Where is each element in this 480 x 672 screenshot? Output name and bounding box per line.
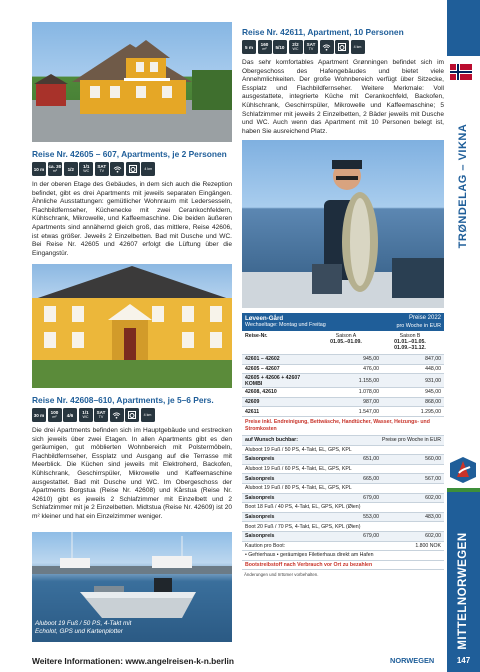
price-cell-b: 1.295,00 bbox=[420, 408, 441, 415]
heading-apartments-42605: Reise Nr. 42605 – 607, Apartments, je 2 Personen bbox=[32, 149, 227, 159]
washing-machine-icon bbox=[125, 408, 139, 422]
price-row bbox=[242, 398, 444, 408]
boat-price-cell-b: 602,00 bbox=[425, 494, 441, 501]
wifi-icon bbox=[320, 40, 334, 54]
boat-name: Boot 20 Fuß / 70 PS, 4-Takt, EL, GPS, KPL (Øien) bbox=[245, 523, 361, 530]
sat-tv-icon-value: SAT bbox=[306, 42, 316, 47]
boat-price-row bbox=[242, 474, 444, 484]
price-cell-a: 987,00 bbox=[363, 399, 379, 406]
rooms-beds-icon-value: 1/2 bbox=[67, 166, 74, 172]
rooms-beds-icon bbox=[64, 162, 78, 176]
shop-distance-icon bbox=[141, 408, 155, 422]
price-table-header bbox=[242, 313, 444, 331]
col-season-b-dates1: 01.01.–01.05. bbox=[394, 339, 426, 345]
footnote: Änderungen und Irrtümer vorbehalten. bbox=[244, 572, 319, 578]
boat-price-cell-a: 679,00 bbox=[363, 494, 379, 501]
description-42608: Die drei Apartments befinden sich im Hauptgebäude und erstrecken sich jeweils über zwei Etagen. In allen Apartments gibt es den geräumigen, gut möblierten Wohnbereich mit Polstermöbeln, Flachbildfernseher, Essplatz und Ausgang auf die Terrasse mit Meerblick. Die Küchen sind jeweils mit Elektroherd, Backofen, Kühlschrank, Geschirrspüler, Mikrowelle und Kaffeemaschine ausgestattet. Bad mit Dusche und WC. Im Obergeschoss der Apartments Borgstua (Reise Nr. 42608) und Kårstua (Reise Nr. 42610) gibt es jeweils 2 Schlafzimmer mit Einzelbett und 2 Schlafzimmer mit je 2 Einzelbetten. Midtstua (Reise Nr. 42609) ist 20 m² kleiner und hat ein Einzelzimmer weniger. bbox=[32, 427, 232, 520]
boat-price-row bbox=[242, 513, 444, 523]
shop-distance-icon-unit: 4 km bbox=[143, 412, 152, 417]
bath-wc-icon-value: 2/2 bbox=[292, 42, 299, 47]
distance-sea-icon-value: 10 m bbox=[33, 166, 45, 172]
area-icon bbox=[48, 408, 62, 422]
price-cell-b: 945,00 bbox=[425, 389, 441, 396]
boat-price-cell-b: 560,00 bbox=[425, 456, 441, 463]
boat-price-cell-b: 483,00 bbox=[425, 514, 441, 521]
area-icon-unit: m² bbox=[262, 47, 267, 51]
deposit-label: Kaution pro Boot: bbox=[245, 542, 286, 549]
sidebar-top-bar bbox=[447, 0, 480, 56]
price-table-subtitle: Wechseltage: Montag und Freitag bbox=[245, 322, 326, 328]
boat-price-cell-a: 665,00 bbox=[363, 475, 379, 482]
price-table bbox=[242, 313, 444, 577]
price-row bbox=[242, 365, 444, 375]
price-table-title: Løveen-Gård bbox=[245, 315, 284, 322]
heading-apartment-42611: Reise Nr. 42611, Apartment, 10 Personen bbox=[242, 27, 404, 37]
norway-flag-icon bbox=[449, 64, 473, 80]
price-row bbox=[242, 355, 444, 365]
rooms-beds-icon-value: 4/6 bbox=[66, 412, 74, 418]
wifi-icon bbox=[110, 162, 124, 176]
wifi-icon bbox=[110, 408, 124, 422]
distance-sea-icon bbox=[242, 40, 256, 54]
price-year: Preise 2022 bbox=[408, 315, 441, 321]
bath-wc-icon bbox=[79, 162, 93, 176]
footer-country: NORWEGEN bbox=[390, 656, 435, 665]
boat-price-cell-label: Saisonpreis bbox=[245, 456, 275, 463]
request-label: auf Wunsch buchbar: bbox=[245, 437, 298, 444]
col-season-a bbox=[313, 333, 379, 345]
sat-tv-icon-unit: TV bbox=[308, 47, 314, 51]
boat-price-row bbox=[242, 532, 444, 542]
amenity-icons-42611 bbox=[242, 40, 365, 54]
price-cell-nr: 42605 + 42606 + 42607 KOMBI bbox=[245, 374, 301, 387]
description-42605: In der oberen Etage des Gebäudes, in dem sich auch die Rezeption befindet, gibt es drei Apartments mit jeweils separaten Eingängen. Ähnliche Ausstattungen: gemütlicher Wohnraum mit Ledersesseln, Flachbildfernseher, Küchenecke mit zwei Cerankochfeldern, Kühlschrank, Mikrowelle, und Kaffeemaschine. Die beiden äußeren Apartments sind annähernd gleich groß, das mittlere, Reise 42606, ist etwas größer. Jeweils 2 Einzelbetten. Bad mit Dusche und WC. Bei Reise Nr. 42605 und 42607 erfolgt die Lüftung über die Eingangstür. bbox=[32, 181, 232, 257]
col-reise: Reise-Nr. bbox=[245, 333, 268, 339]
bath-wc-icon bbox=[289, 40, 303, 54]
area-icon bbox=[48, 162, 63, 176]
shop-distance-icon bbox=[351, 40, 365, 54]
sidebar-country-region: MITTELNORWEGEN bbox=[457, 532, 469, 650]
area-icon-unit: m² bbox=[52, 169, 57, 173]
price-unit: pro Woche in EUR bbox=[396, 323, 441, 329]
sat-tv-icon bbox=[94, 408, 108, 422]
washing-machine-icon bbox=[126, 162, 140, 176]
boat-price-cell-label: Saisonpreis bbox=[245, 494, 275, 501]
sat-tv-icon-unit: TV bbox=[98, 415, 104, 419]
boat-price-cell-b: 567,00 bbox=[425, 475, 441, 482]
price-cell-b: 448,00 bbox=[425, 365, 441, 372]
sat-tv-icon-unit: TV bbox=[99, 169, 105, 173]
price-cell-b: 868,00 bbox=[425, 399, 441, 406]
distance-sea-icon bbox=[32, 408, 46, 422]
bath-wc-icon-unit: WC bbox=[83, 169, 90, 173]
price-cell-nr: 42608, 42610 bbox=[245, 389, 277, 396]
deposit-value: 1.800 NOK bbox=[415, 542, 441, 549]
area-icon bbox=[258, 40, 272, 54]
sat-tv-icon bbox=[304, 40, 318, 54]
request-header bbox=[242, 436, 444, 446]
col-season-b bbox=[379, 333, 441, 351]
shop-distance-icon-unit: 4 km bbox=[144, 166, 153, 171]
price-cell-b: 847,00 bbox=[425, 356, 441, 363]
inclusive-note: Preise inkl. Endreinigung, Bettwäsche, Handtücher, Wasser, Heizungs- und Stromkosten bbox=[242, 417, 444, 436]
col-season-a-label: Saison A bbox=[335, 333, 357, 339]
distance-sea-icon-value: 30 m bbox=[33, 412, 45, 418]
boat-price-cell-a: 679,00 bbox=[363, 533, 379, 540]
rooms-beds-icon bbox=[63, 408, 77, 422]
distance-sea-icon bbox=[32, 162, 46, 176]
price-cell-a: 1.155,00 bbox=[358, 377, 379, 384]
deposit-row bbox=[242, 542, 444, 552]
area-icon-value: 100 bbox=[50, 410, 59, 415]
boat-name: Aluboot 19 Fuß / 50 PS, 4-Takt, EL, GPS, KPL bbox=[245, 446, 352, 453]
price-table-column-header bbox=[242, 331, 444, 355]
amenity-icons-42605 bbox=[32, 162, 155, 176]
boat-price-cell-label: Saisonpreis bbox=[245, 533, 275, 540]
photo-yellow-main-building bbox=[32, 264, 232, 388]
footer-more-info: Weitere Informationen: www.angelreisen-k-n.berlin bbox=[32, 656, 234, 666]
price-row bbox=[242, 374, 444, 388]
price-cell-a: 1.078,00 bbox=[358, 389, 379, 396]
amenity-icons-42608 bbox=[32, 408, 155, 422]
boat-name-row bbox=[242, 446, 444, 456]
boat-price-row bbox=[242, 455, 444, 465]
sidebar-accent-stripe bbox=[447, 488, 480, 492]
price-cell-nr: 42605 – 42607 bbox=[245, 365, 280, 372]
boat-name-row bbox=[242, 503, 444, 513]
price-cell-nr: 42611 bbox=[245, 408, 260, 415]
rooms-beds-icon bbox=[273, 40, 287, 54]
sat-tv-icon-value: SAT bbox=[96, 410, 106, 415]
area-icon-unit: m² bbox=[52, 415, 57, 419]
shop-distance-icon bbox=[141, 162, 155, 176]
rooms-beds-icon-value: 5/10 bbox=[275, 44, 285, 50]
bath-wc-icon-value: 1/1 bbox=[82, 410, 89, 415]
price-row bbox=[242, 407, 444, 417]
price-cell-nr: 42601 – 42602 bbox=[245, 356, 280, 363]
page-number: 147 bbox=[456, 655, 471, 665]
photo-yellow-house-harbor bbox=[32, 22, 232, 142]
price-row bbox=[242, 388, 444, 398]
request-price-unit: Preise pro Woche in EUR bbox=[381, 437, 441, 444]
shop-distance-icon-unit: 4 km bbox=[353, 44, 362, 49]
boat-name-row bbox=[242, 522, 444, 532]
sat-tv-icon-value: SAT bbox=[97, 164, 107, 169]
fuel-note-row bbox=[242, 561, 444, 571]
sat-tv-icon bbox=[95, 162, 109, 176]
boat-name-row bbox=[242, 465, 444, 475]
bath-wc-icon-value: 1/1 bbox=[83, 164, 90, 169]
col-season-b-dates2: 01.09.–31.12. bbox=[394, 345, 426, 351]
washing-machine-icon bbox=[335, 40, 349, 54]
boat-price-cell-b: 602,00 bbox=[425, 533, 441, 540]
area-icon-value: ca. 30 bbox=[48, 164, 62, 169]
area-icon-value: 160 bbox=[260, 42, 269, 47]
distance-sea-icon-value: 5 m bbox=[245, 44, 253, 50]
freezer-note: • Gefrierhaus • geräumiges Filetierhaus direkt am Hafen bbox=[245, 552, 374, 559]
boat-name: Aluboot 19 Fuß / 80 PS, 4-Takt, EL, GPS, KPL bbox=[245, 485, 352, 492]
bath-wc-icon-unit: WC bbox=[292, 47, 299, 51]
sidebar-region-label: TRØNDELAG – VIKNA bbox=[457, 123, 469, 249]
boat-price-cell-label: Saisonpreis bbox=[245, 475, 275, 482]
col-season-a-dates: 01.05.–01.09. bbox=[330, 339, 362, 345]
boat-price-cell-label: Saisonpreis bbox=[245, 514, 275, 521]
boat-name: Boot 18 Fuß / 40 PS, 4-Takt, EL, GPS, KPL (Øien) bbox=[245, 504, 361, 511]
price-cell-b: 931,00 bbox=[425, 377, 441, 384]
price-cell-a: 945,00 bbox=[363, 356, 379, 363]
boat-price-cell-a: 553,00 bbox=[363, 514, 379, 521]
photo-angler-with-cod bbox=[242, 140, 444, 308]
price-cell-a: 1.547,00 bbox=[358, 408, 379, 415]
freezer-note-row bbox=[242, 551, 444, 561]
fuel-note: Bootstreibstoff nach Verbrauch vor Ort zu bezahlen bbox=[245, 561, 373, 568]
boat-name: Aluboot 19 Fuß / 60 PS, 4-Takt, EL, GPS, KPL bbox=[245, 466, 352, 473]
description-42611: Das sehr komfortables Apartment Grønningen befindet sich im Obergeschoss des Hafengebäudes und bietet viele Annehmlichkeiten. Der große Wohnbereich verfügt über Sitzecke, Essplatz und Flachbildfernseher. Weitere Merkmale: Voll ausgestattete, integrierte Küche mit Cerankochfeld, Backofen, Kühlschrank, Geschirrspüler, Mikrowelle und Kaffeemaschine; 5 Schlafzimmer mit jeweils 2 Einzelbetten, 2 Bäder jeweils mit Dusche und WC. Auch wenn das Apartment mit 10 Personen belegt ist, haben Sie ausreichend Platz. bbox=[242, 59, 444, 135]
bath-wc-icon bbox=[79, 408, 93, 422]
boat-photo-caption: Aluboot 19 Fuß / 50 PS, 4-Takt mit Echolot, GPS und Kartenplotter bbox=[35, 620, 132, 635]
boat-price-row bbox=[242, 494, 444, 504]
price-cell-nr: 42609 bbox=[245, 399, 260, 406]
boat-price-cell-a: 651,00 bbox=[363, 456, 379, 463]
price-cell-a: 476,00 bbox=[363, 365, 379, 372]
heading-apartments-42608: Reise Nr. 42608–610, Apartments, je 5–6 Pers. bbox=[32, 395, 214, 405]
publisher-logo-icon bbox=[448, 455, 478, 485]
col-season-b-label: Saison B bbox=[399, 333, 421, 339]
boat-name-row bbox=[242, 484, 444, 494]
bath-wc-icon-unit: WC bbox=[82, 415, 89, 419]
